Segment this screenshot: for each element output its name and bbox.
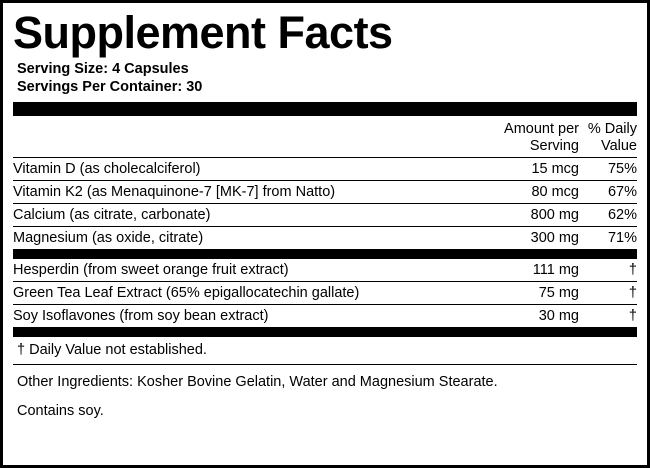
serving-size: Serving Size: 4 Capsules	[17, 60, 189, 77]
header-spacer	[13, 118, 472, 158]
table-row	[13, 305, 637, 328]
header-amount-per-serving	[472, 118, 579, 158]
nutrient-name: Calcium (as citrate, carbonate)	[13, 204, 472, 227]
nutrient-amount: 15 mcg	[472, 158, 579, 181]
nutrient-daily-value: 75%	[579, 158, 637, 181]
ingredient-amount: 75 mg	[512, 282, 579, 305]
table-row	[13, 259, 637, 282]
ingredient-amount: 111 mg	[512, 259, 579, 282]
ingredient-daily-value: †	[628, 308, 637, 325]
table-header-row	[13, 118, 637, 158]
header-dv-line1: % Daily	[587, 121, 637, 138]
other-ingredients: Other Ingredients: Kosher Bovine Gelatin, Water and Magnesium Stearate.	[17, 374, 498, 391]
nutrient-amount: 800 mg	[472, 204, 579, 227]
serving-info	[17, 60, 637, 96]
table-row	[13, 158, 637, 181]
servings-per-container: Servings Per Container: 30	[17, 79, 203, 96]
table-row	[13, 204, 637, 227]
nutrient-daily-value: 62%	[579, 204, 637, 227]
divider-thick-middle	[13, 249, 637, 259]
nutrient-amount: 80 mcg	[472, 181, 579, 204]
table-row	[13, 282, 637, 305]
page-title: Supplement Facts	[13, 7, 393, 58]
nutrient-name: Vitamin D (as cholecalciferol)	[13, 158, 472, 181]
divider-thick-top	[13, 102, 637, 116]
daily-value-footnote: † Daily Value not established.	[17, 342, 207, 359]
nutrition-table	[13, 118, 637, 249]
ingredient-name: Soy Isoflavones (from soy bean extract)	[13, 308, 269, 325]
header-amount-line2: Serving	[529, 137, 579, 154]
nutrient-daily-value: 67%	[579, 181, 637, 204]
facts-table-wrap	[13, 116, 637, 249]
header-amount-line1: Amount per	[504, 121, 579, 138]
ingredient-name: Hesperdin (from sweet orange fruit extract)	[13, 259, 512, 282]
nutrient-amount: 300 mg	[530, 230, 579, 247]
nutrient-daily-value: 71%	[607, 230, 637, 247]
header-dv-line2: Value	[600, 137, 637, 154]
ingredient-daily-value: †	[579, 259, 637, 282]
allergen-statement: Contains soy.	[17, 403, 104, 420]
header-daily-value	[579, 118, 637, 158]
blend-table	[13, 259, 637, 327]
ingredient-daily-value: †	[579, 282, 637, 305]
ingredient-name: Green Tea Leaf Extract (65% epigallocatechin gallate)	[13, 282, 512, 305]
nutrient-name: Vitamin K2 (as Menaquinone-7 [MK-7] from Natto)	[13, 181, 472, 204]
table-row	[13, 181, 637, 204]
nutrient-name: Magnesium (as oxide, citrate)	[13, 230, 204, 247]
divider-thick-bottom	[13, 327, 637, 337]
table-row	[13, 227, 637, 250]
ingredient-amount: 30 mg	[538, 308, 579, 325]
